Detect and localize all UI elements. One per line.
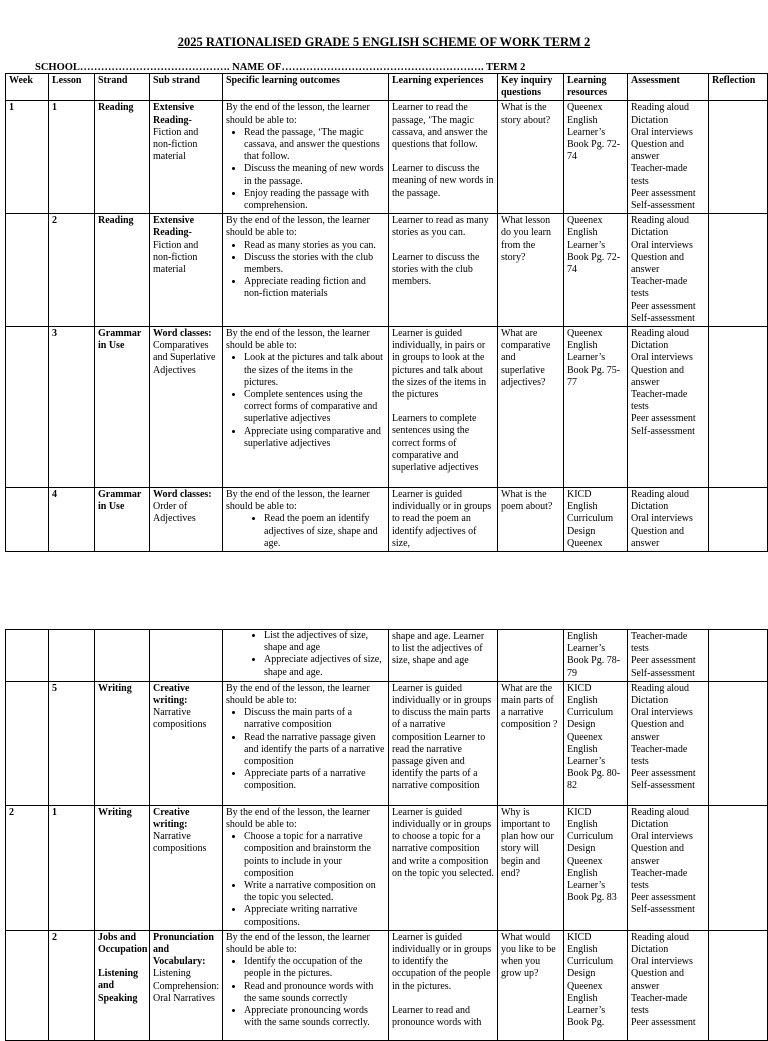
table-row bbox=[6, 681, 768, 805]
sub-strand-cell: Creative writing: Narrative compositions bbox=[150, 805, 223, 930]
assessment-cell: Reading aloud Dictation Oral interviews Question and answer Teacher-made tests Peer assessment Self-assessment bbox=[628, 327, 709, 488]
experiences-cell: Learner is guided individually or in groups to read the poem an identify adjectives of size, bbox=[389, 488, 498, 552]
reflection-cell bbox=[709, 805, 768, 930]
assessment-cell: Reading aloud Dictation Oral interviews Question and answer bbox=[628, 488, 709, 552]
header-week: Week bbox=[6, 74, 49, 101]
table-row bbox=[6, 630, 768, 682]
header-strand: Strand bbox=[95, 74, 150, 101]
outcomes-cell: • List the adjectives of size, shape and age • Appreciate adjectives of size, shape and age. bbox=[223, 630, 389, 682]
table-row bbox=[6, 488, 768, 552]
school-name-line: SCHOOL……………………………………. NAME OF…………………………………………………. TERM 2 bbox=[35, 62, 526, 73]
table-row bbox=[6, 327, 768, 488]
resources-cell: Queenex English Learner’s Book Pg. 72-74 bbox=[564, 214, 628, 327]
header-row bbox=[6, 74, 768, 101]
assessment-cell: Reading aloud Dictation Oral interviews Question and answer Teacher-made tests Peer assessment Self-assessment bbox=[628, 805, 709, 930]
header-inquiry: Key inquiry questions bbox=[498, 74, 564, 101]
experiences-cell: Learner is guided individually or in groups to discuss the main parts of a narrative composition Learner to read the narrative passage given and identify the parts of a narrative composition bbox=[389, 681, 498, 805]
resources-cell: KICD English Curriculum Design Queenex English Learner’s Book Pg. 83 bbox=[564, 805, 628, 930]
inquiry-cell: What are the main parts of a narrative composition ? bbox=[498, 681, 564, 805]
header-lesson: Lesson bbox=[49, 74, 95, 101]
inquiry-cell: What is the story about? bbox=[498, 101, 564, 214]
lesson-cell: 4 bbox=[49, 488, 95, 552]
sub-strand-cell bbox=[150, 630, 223, 682]
reflection-cell bbox=[709, 630, 768, 682]
sub-strand-cell: Word classes: Comparatives and Superlative Adjectives bbox=[150, 327, 223, 488]
experiences-cell: Learner to read the passage, ‘The magic cassava, and answer the questions that follow. Learner to discuss the meaning of new words in the passage. bbox=[389, 101, 498, 214]
outcomes-cell: By the end of the lesson, the learner should be able to: • Read the poem an identify adjectives of size, shape and age. bbox=[223, 488, 389, 552]
outcomes-cell: By the end of the lesson, the learner should be able to: • Look at the pictures and talk about the sizes of the items in the pictures. • Complete sentences using the correct forms of comparative and superlative adjectives • Appreciate using comparative and superlative adjectives bbox=[223, 327, 389, 488]
table-row bbox=[6, 805, 768, 930]
header-sub-strand: Sub strand bbox=[150, 74, 223, 101]
strand-cell: Writing bbox=[95, 681, 150, 805]
strand-cell: Writing bbox=[95, 805, 150, 930]
strand-cell bbox=[95, 630, 150, 682]
inquiry-cell bbox=[498, 630, 564, 682]
week-cell bbox=[6, 681, 49, 805]
strand-cell: Grammar in Use bbox=[95, 327, 150, 488]
header-resources: Learning resources bbox=[564, 74, 628, 101]
header-outcomes: Specific learning outcomes bbox=[223, 74, 389, 101]
assessment-cell: Reading aloud Dictation Oral interviews Question and answer Teacher-made tests Peer assessment Self-assessment bbox=[628, 214, 709, 327]
scheme-table-part-2 bbox=[5, 629, 768, 1041]
lesson-cell: 1 bbox=[49, 805, 95, 930]
inquiry-cell: Why is important to plan how our story will begin and end? bbox=[498, 805, 564, 930]
outcomes-cell: By the end of the lesson, the learner should be able to: • Read as many stories as you can. • Discuss the stories with the club members. • Appreciate reading fiction and non-fiction materials bbox=[223, 214, 389, 327]
resources-cell: KICD English Curriculum Design Queenex bbox=[564, 488, 628, 552]
week-cell bbox=[6, 214, 49, 327]
strand-cell: Grammar in Use bbox=[95, 488, 150, 552]
week-cell: 1 bbox=[6, 101, 49, 214]
table-row bbox=[6, 214, 768, 327]
experiences-cell: Learner is guided individually or in groups to identify the occupation of the people in the pictures. Learner to read and pronounce words with bbox=[389, 930, 498, 1040]
reflection-cell bbox=[709, 681, 768, 805]
resources-cell: Queenex English Learner’s Book Pg. 72-74 bbox=[564, 101, 628, 214]
outcomes-cell: By the end of the lesson, the learner should be able to: • Read the passage, ‘The magic cassava, and answer the questions that follow. • Discuss the meaning of new words in the passage. • Enjoy reading the passage with comprehension. bbox=[223, 101, 389, 214]
outcomes-cell: By the end of the lesson, the learner should be able to: • Discuss the main parts of a narrative composition • Read the narrative passage given and identify the parts of a narrative composition • Appreciate parts of a narrative composition. bbox=[223, 681, 389, 805]
inquiry-cell: What is the poem about? bbox=[498, 488, 564, 552]
lesson-cell: 2 bbox=[49, 214, 95, 327]
assessment-cell: Reading aloud Dictation Oral interviews Question and answer Teacher-made tests Peer assessment Self-assessment bbox=[628, 101, 709, 214]
header-experiences: Learning experiences bbox=[389, 74, 498, 101]
sub-strand-cell: Creative writing: Narrative compositions bbox=[150, 681, 223, 805]
experiences-cell: Learner is guided individually or in groups to choose a topic for a narrative composition and write a composition on the topic you selected. bbox=[389, 805, 498, 930]
experiences-cell: Learner is guided individually, in pairs or in groups to look at the pictures and talk about the sizes of the items in the pictures Learners to complete sentences using the correct forms of comparative and superlative adjectives bbox=[389, 327, 498, 488]
experiences-cell: Learner to read as many stories as you can. Learner to discuss the stories with the club members. bbox=[389, 214, 498, 327]
reflection-cell bbox=[709, 327, 768, 488]
table-row bbox=[6, 101, 768, 214]
sub-strand-cell: Pronunciation and Vocabulary: Listening Comprehension: Oral Narratives bbox=[150, 930, 223, 1040]
resources-cell: KICD English Curriculum Design Queenex English Learner’s Book Pg. bbox=[564, 930, 628, 1040]
reflection-cell bbox=[709, 488, 768, 552]
assessment-cell: Reading aloud Dictation Oral interviews Question and answer Teacher-made tests Peer assessment Self-assessment bbox=[628, 681, 709, 805]
sub-strand-cell: Extensive Reading- Fiction and non-fiction material bbox=[150, 214, 223, 327]
strand-cell: Reading bbox=[95, 101, 150, 214]
header-assessment: Assessment bbox=[628, 74, 709, 101]
sub-strand-cell: Extensive Reading- Fiction and non-fiction material bbox=[150, 101, 223, 214]
lesson-cell bbox=[49, 630, 95, 682]
sub-strand-cell: Word classes: Order of Adjectives bbox=[150, 488, 223, 552]
resources-cell: KICD English Curriculum Design Queenex English Learner’s Book Pg. 80-82 bbox=[564, 681, 628, 805]
week-cell bbox=[6, 488, 49, 552]
resources-cell: Queenex English Learner’s Book Pg. 75-77 bbox=[564, 327, 628, 488]
strand-cell: Reading bbox=[95, 214, 150, 327]
week-cell: 2 bbox=[6, 805, 49, 930]
experiences-cell: shape and age. Learner to list the adjectives of size, shape and age bbox=[389, 630, 498, 682]
strand-cell: Jobs and Occupation Listening and Speaking bbox=[95, 930, 150, 1040]
lesson-cell: 1 bbox=[49, 101, 95, 214]
assessment-cell: Reading aloud Dictation Oral interviews Question and answer Teacher-made tests Peer assessment bbox=[628, 930, 709, 1040]
inquiry-cell: What are comparative and superlative adjectives? bbox=[498, 327, 564, 488]
reflection-cell bbox=[709, 214, 768, 327]
outcomes-cell: By the end of the lesson, the learner should be able to: • Choose a topic for a narrative composition and brainstorm the points to include in your composition • Write a narrative composition on the topic you selected. • Appreciate writing narrative compositions. bbox=[223, 805, 389, 930]
lesson-cell: 2 bbox=[49, 930, 95, 1040]
header-reflection: Reflection bbox=[709, 74, 768, 101]
scheme-table-part-1 bbox=[5, 73, 768, 552]
inquiry-cell: What would you like to be when you grow up? bbox=[498, 930, 564, 1040]
resources-cell: English Learner’s Book Pg. 78-79 bbox=[564, 630, 628, 682]
lesson-cell: 5 bbox=[49, 681, 95, 805]
reflection-cell bbox=[709, 101, 768, 214]
assessment-cell: Teacher-made tests Peer assessment Self-assessment bbox=[628, 630, 709, 682]
inquiry-cell: What lesson do you learn from the story? bbox=[498, 214, 564, 327]
week-cell bbox=[6, 327, 49, 488]
week-cell bbox=[6, 630, 49, 682]
lesson-cell: 3 bbox=[49, 327, 95, 488]
outcomes-cell: By the end of the lesson, the learner should be able to: • Identify the occupation of the people in the pictures. • Read and pronounce words with the same sounds correctly • Appreciate pronouncing words with the same sounds correctly. bbox=[223, 930, 389, 1040]
page-title: 2025 RATIONALISED GRADE 5 ENGLISH SCHEME OF WORK TERM 2 bbox=[177, 35, 591, 49]
